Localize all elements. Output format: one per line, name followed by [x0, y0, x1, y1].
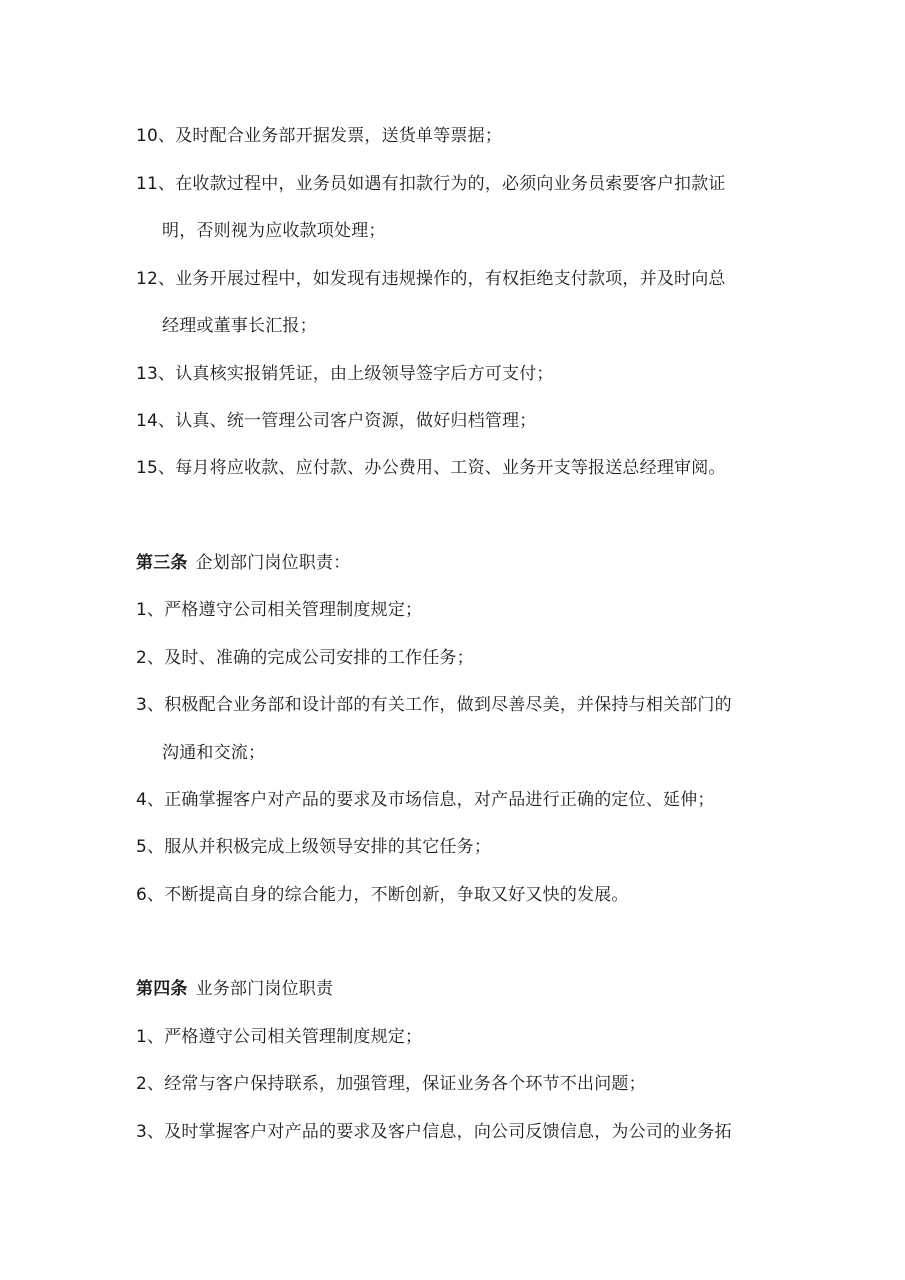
section-label: 第三条 — [136, 553, 188, 573]
list-item: 1、严格遵守公司相关管理制度规定； — [136, 1027, 423, 1047]
list-item-continuation: 经理或董事长汇报； — [162, 316, 317, 336]
list-item: 4、正确掌握客户对产品的要求及市场信息，对产品进行正确的定位、延伸； — [136, 790, 715, 810]
section-heading — [136, 977, 776, 1001]
list-item: 14、认真、统一管理公司客户资源，做好归档管理； — [136, 411, 537, 431]
section-title: 业务部门岗位职责 — [195, 979, 334, 999]
list-item-continuation: 沟通和交流； — [162, 743, 266, 763]
list-item: 10、及时配合业务部开据发票，送货单等票据； — [136, 126, 503, 146]
list-item: 2、及时、准确的完成公司安排的工作任务； — [136, 648, 474, 668]
section-title: 企划部门岗位职责： — [195, 553, 351, 573]
list-item: 15、每月将应收款、应付款、办公费用、工资、业务开支等报送总经理审阅。 — [136, 458, 726, 478]
list-item-continuation: 明，否则视为应收款项处理； — [162, 221, 386, 241]
list-item: 12、业务开展过程中，如发现有违规操作的，有权拒绝支付款项，并及时向总 — [136, 269, 726, 289]
list-item: 13、认真核实报销凭证，由上级领导签字后方可支付； — [136, 364, 554, 384]
section-heading — [136, 551, 776, 575]
list-item: 6、不断提高自身的综合能力，不断创新，争取又好又快的发展。 — [136, 885, 629, 905]
list-item: 1、严格遵守公司相关管理制度规定； — [136, 600, 423, 620]
section-label: 第四条 — [136, 979, 188, 999]
list-item: 3、积极配合业务部和设计部的有关工作，做到尽善尽美，并保持与相关部门的 — [136, 695, 732, 715]
list-item: 3、及时掌握客户对产品的要求及客户信息，向公司反馈信息，为公司的业务拓 — [136, 1122, 732, 1142]
list-item: 5、服从并积极完成上级领导安排的其它任务； — [136, 837, 492, 857]
list-item: 11、在收款过程中，业务员如遇有扣款行为的，必须向业务员索要客户扣款证 — [136, 174, 726, 194]
list-item: 2、经常与客户保持联系，加强管理，保证业务各个环节不出问题； — [136, 1074, 646, 1094]
